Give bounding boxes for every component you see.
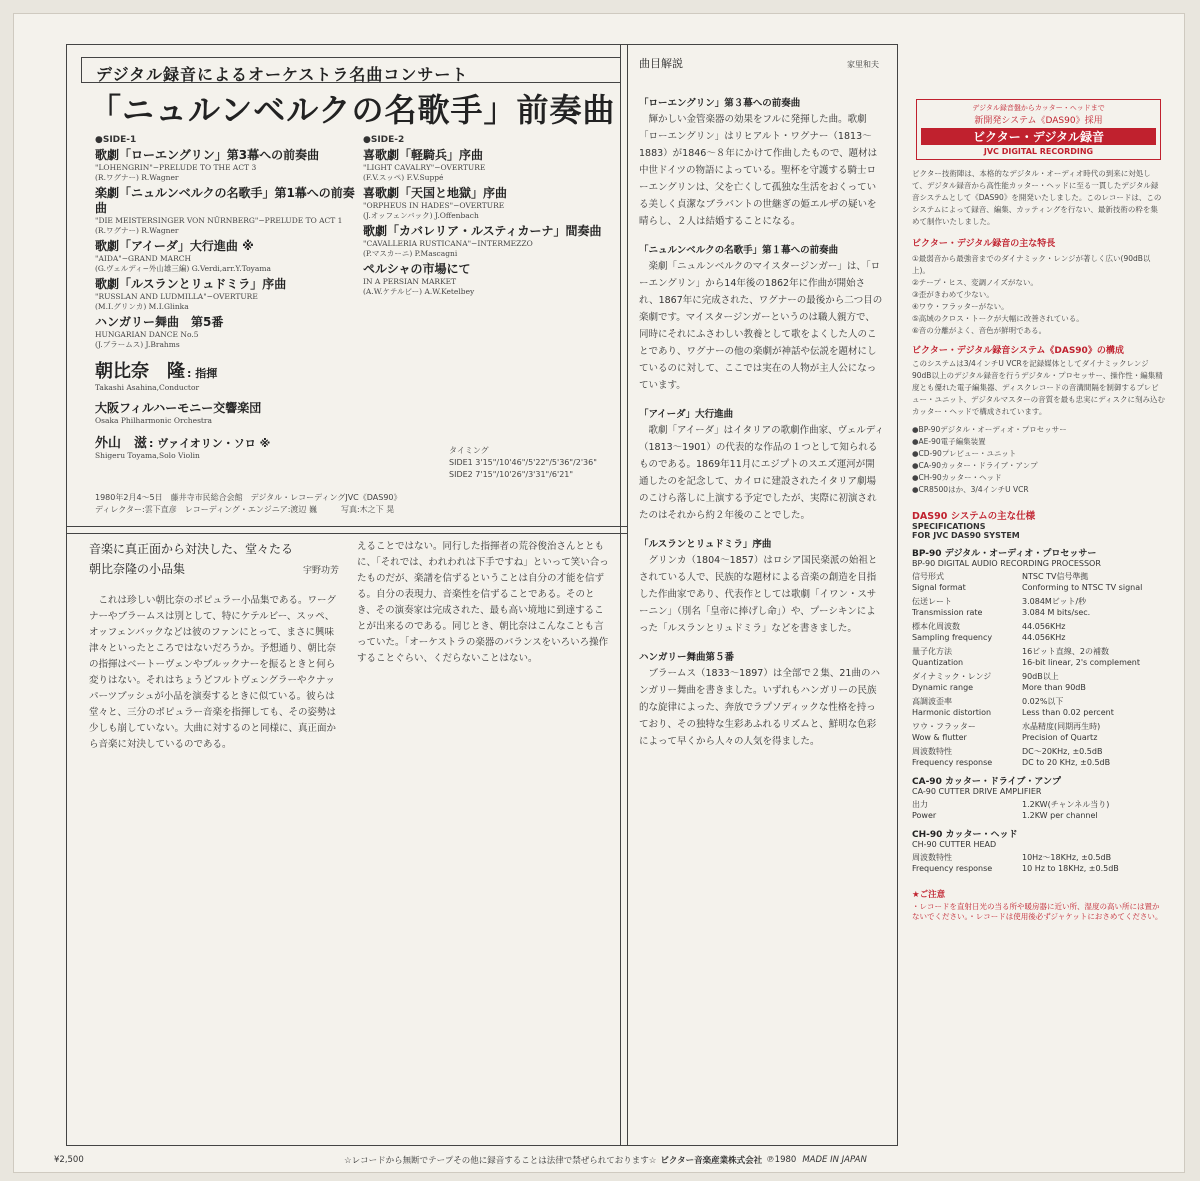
spec-row bbox=[912, 596, 1165, 607]
track-composer: (M.I.グリンカ) M.I.Glinka bbox=[95, 302, 189, 311]
performer-en: Osaka Philharmonic Orchestra bbox=[95, 416, 212, 425]
notes-heading: 「ローエングリン」第３幕への前奏曲 bbox=[639, 98, 801, 109]
side1-list bbox=[95, 135, 360, 352]
ca90-en: CA-90 CUTTER DRIVE AMPLIFIER bbox=[912, 787, 1042, 796]
tracklist-panel bbox=[66, 44, 628, 534]
features-title: ビクター・デジタル録音の主な特長 bbox=[912, 239, 1056, 249]
essay-title-2: 朝比奈隆の小品集 bbox=[89, 562, 186, 576]
notes-body: 楽劇「ニュルンベルクのマイスタージンガー」は、「ローエングリン」から14年後の1862年に作曲が開始され、1867年に完成された、ワグナーの最後から二つ目の楽劇です。マイスタージンガーというのは職人親方で、同時にそれにふさわしい教養として歌をよくした人のことであり、ワグナーの他の楽劇が神話や伝説を題材にしているのに対して、ここでは実在の人物が主人公になっています。 bbox=[639, 261, 883, 391]
track-composer: (J.ブラームス) J.Brahms bbox=[95, 340, 180, 349]
spec-row-en bbox=[912, 863, 1165, 874]
notes-body: グリンカ（1804〜1857）はロシア国民楽派の始祖とされている人で、民族的な題材による音楽の創造を目指した作曲家であり、代表作としては歌劇「イワン・スサーニン」（別名「皇帝に捧げし命」）や、プーシキンによった「ルスランとリュドミラ」などを書きました。 bbox=[639, 555, 878, 634]
spec-row bbox=[912, 696, 1165, 707]
banner-en: JVC DIGITAL RECORDING bbox=[983, 147, 1094, 156]
spec-value: NTSC TV信号準拠 bbox=[1022, 572, 1089, 581]
notes-body: 輝かしい金管楽器の効果をフルに発揮した曲。歌劇「ローエングリン」はリヒアルト・ワグナー（1813〜1883）が1846〜８年にかけて作曲したもので、題材は中世ドイツの物語によっている。聖杯を守護する騎士ローエングリンは、父を亡くして孤独な生活をおくっている美しく貞潔なブラバントの世継ぎの姫エルザの疑いを晴らし、２人は結婚することになる。 bbox=[639, 114, 878, 227]
track-title-en: "CAVALLERIA RUSTICANA"−INTERMEZZO bbox=[363, 239, 533, 248]
spec-value-en: 1.2KW per channel bbox=[1022, 811, 1098, 820]
performer bbox=[95, 432, 395, 461]
track-title-jp: 喜歌劇「軽騎兵」序曲 bbox=[363, 148, 484, 162]
notes-title: 曲目解説 bbox=[639, 57, 683, 70]
feature-item: ①最弱音から最強音までのダイナミック・レンジが著しく広い(90dB以上)。 bbox=[912, 254, 1151, 275]
bp90-en: BP-90 DIGITAL AUDIO RECORDING PROCESSOR bbox=[912, 559, 1101, 568]
spec-key: 周波数特性 bbox=[912, 853, 952, 862]
bp90-title: BP-90 デジタル・オーディオ・プロセッサー bbox=[912, 549, 1097, 559]
spec-value: DC〜20KHz, ±0.5dB bbox=[1022, 747, 1103, 756]
spec-value: 水晶精度(同期再生時) bbox=[1022, 722, 1101, 731]
essay-author: 宇野功芳 bbox=[302, 566, 339, 576]
component-item: ●CD-90プレビュー・ユニット bbox=[912, 449, 1017, 458]
performer-line bbox=[95, 432, 395, 451]
track-item bbox=[363, 186, 623, 221]
timing-side1: SIDE1 3'15"/10'46"/5'22"/5'36"/2'36" bbox=[449, 458, 597, 467]
notes-heading: ハンガリー舞曲第５番 bbox=[639, 652, 735, 663]
spec-key-en: Signal format bbox=[912, 583, 966, 592]
spec-key: 標本化周波数 bbox=[912, 622, 960, 631]
track-title-en: "ORPHEUS IN HADES"−OVERTURE bbox=[363, 201, 505, 210]
track-title-jp: 楽劇「ニュルンベルクの名歌手」第1幕への前奏曲 bbox=[95, 186, 355, 215]
spec-value-en: DC to 20 KHz, ±0.5dB bbox=[1022, 758, 1111, 767]
track-composer: (R.ワグナー) R.Wagner bbox=[95, 226, 179, 235]
component-item: ●CR8500はか、3/4インチU VCR bbox=[912, 485, 1029, 494]
banner-line1: デジタル録音盤からカッター・ヘッドまで bbox=[972, 104, 1105, 112]
spec-value-en: 16-bit linear, 2's complement bbox=[1022, 658, 1140, 667]
component-item: ●AE-90電子編集装置 bbox=[912, 437, 986, 446]
banner-line2: 新開発システム《DAS90》採用 bbox=[974, 116, 1103, 126]
track-title-jp: 歌劇「ローエングリン」第3幕への前奏曲 bbox=[95, 148, 320, 162]
track-item bbox=[95, 239, 360, 274]
performer bbox=[95, 399, 395, 426]
track-title-jp: 歌劇「カバレリア・ルスティカーナ」間奏曲 bbox=[363, 224, 602, 238]
system-body: このシステムは3/4インチU VCRを記録媒体としてダイナミックレンジ90dB以上のデジタル録音を行うデジタル・プロセッサー、操作性・編集精度とも優れた電子編集器、ディスクレコードの音溝間隔を制御するプレビュー・ユニット、デジタルマスターの音質を最も忠実にディスクに刻み込むカッター・ヘッドで構成されています。 bbox=[912, 359, 1165, 416]
spec-row bbox=[912, 746, 1165, 757]
ca90-title: CA-90 カッター・ドライブ・アンプ bbox=[912, 777, 1061, 787]
spec-value-en: Conforming to NTSC TV signal bbox=[1022, 583, 1143, 592]
timing-label: タイミング bbox=[449, 446, 489, 455]
spec-key-en: Frequency response bbox=[912, 864, 993, 873]
component-item: ●CH-90カッター・ヘッド bbox=[912, 473, 1002, 482]
recording-info-line1: 1980年2月4〜5日 藤井寺市民総合会館 デジタル・レコーディングJVC《DAS90》 bbox=[95, 493, 402, 502]
caution-text: ・レコードを直射日光の当る所や暖房器に近い所、湿度の高い所には置かないでください。・レコードは使用後必ずジャケットにおさめてください。 bbox=[912, 902, 1163, 921]
spec-row-en bbox=[912, 757, 1165, 768]
spec-key: ダイナミック・レンジ bbox=[912, 672, 992, 681]
side1-label: ●SIDE-1 bbox=[95, 135, 137, 145]
spec-row-en bbox=[912, 657, 1165, 668]
performer-line bbox=[95, 357, 395, 383]
track-title-en: "LOHENGRIN"−PRELUDE TO THE ACT 3 bbox=[95, 163, 257, 172]
spec-value: 0.02%以下 bbox=[1022, 697, 1064, 706]
spec-row bbox=[912, 621, 1165, 632]
feature-item: ②テープ・ヒス、変調ノイズがない。 bbox=[912, 278, 1038, 287]
component-item: ●BP-90デジタル・オーディオ・プロセッサー bbox=[912, 425, 1067, 434]
series-title-box bbox=[81, 57, 621, 83]
track-title-jp: 歌劇「アイーダ」大行進曲 ※ bbox=[95, 239, 254, 253]
spec-key-en: Frequency response bbox=[912, 758, 993, 767]
notes-heading: 「アイーダ」大行進曲 bbox=[639, 409, 734, 420]
performer-en: Shigeru Toyama,Solo Violin bbox=[95, 451, 200, 460]
copyright-notice: ☆レコードから無断でテープその他に録音することは法律で禁ぜられております☆ bbox=[344, 1156, 657, 1166]
spec-key: 量子化方法 bbox=[912, 647, 952, 656]
track-title-en: "DIE MEISTERSINGER VON NÜRNBERG"−PRELUDE TO ACT 1 bbox=[95, 216, 343, 225]
component-item: ●CA-90カッター・ドライブ・アンプ bbox=[912, 461, 1038, 470]
notes-panel bbox=[620, 44, 898, 1146]
spec-title-en2: FOR JVC DAS90 SYSTEM bbox=[912, 531, 1020, 540]
spec-row-en bbox=[912, 682, 1165, 693]
spec-row-en bbox=[912, 707, 1165, 718]
track-item bbox=[363, 262, 623, 297]
spec-value-en: 10 Hz to 18KHz, ±0.5dB bbox=[1022, 864, 1119, 873]
spec-title-en1: SPECIFICATIONS bbox=[912, 522, 986, 531]
spec-value: 16ビット直線、2の補数 bbox=[1022, 647, 1109, 656]
footer bbox=[54, 1154, 1164, 1166]
track-item bbox=[95, 186, 360, 236]
digital-banner bbox=[916, 99, 1161, 160]
performer-name: 外山 滋 bbox=[95, 436, 148, 451]
spec-value: 90dB以上 bbox=[1022, 672, 1059, 681]
company: ビクター音楽産業株式会社 bbox=[660, 1156, 763, 1166]
spec-value-en: 44.056KHz bbox=[1022, 633, 1066, 642]
spec-value: 1.2KW(チャンネル当り) bbox=[1022, 800, 1110, 809]
essay-col1: これは珍しい朝比奈のポピュラー小品集である。ワーグナーやブラームスは別として、特にケテルビー、スッペ、オッフェンバックなどは彼のファンにとって、まさに興味津々といったところではないだろうか。予想通り、朝比奈の指揮はベートーヴェンやブルックナーを振るときと何ら変りはない。それはちょうどフルトヴェングラーやクナッパーツブッシュが小品を演奏するときに似ている。彼らは堂々と、三分のポピュラー音楽を指揮しても、その姿勢は少しも崩していない。大曲に対するのと同様に、真正面から音楽に対決しているのである。 bbox=[89, 595, 337, 750]
notes-body: ブラームス（1833〜1897）は全部で２集、21曲のハンガリー舞曲を書きました。いずれもハンガリーの民族的な旋律によった、奔放でラプソディックな性格を持っており、その独特な生彩あふれるリズムと、鮮明な色彩によって早くから人々の人気を得ました。 bbox=[639, 668, 880, 747]
spec-key: ワウ・フラッター bbox=[912, 722, 976, 731]
record-jacket bbox=[14, 14, 1184, 1172]
spec-value: 44.056KHz bbox=[1022, 622, 1066, 631]
track-title-jp: 喜歌劇「天国と地獄」序曲 bbox=[363, 186, 508, 200]
performer-en: Takashi Asahina,Conductor bbox=[95, 383, 200, 392]
spec-row bbox=[912, 721, 1165, 732]
spec-key-en: Quantization bbox=[912, 658, 964, 667]
track-title-en: HUNGARIAN DANCE No.5 bbox=[95, 330, 199, 339]
essay-title-1: 音楽に真正面から対決した、堂々たる bbox=[89, 542, 294, 556]
spec-value: 10Hz〜18KHz, ±0.5dB bbox=[1022, 853, 1112, 862]
track-composer: (J.オッフェンバック) J.Offenbach bbox=[363, 211, 479, 220]
notes-body: 歌劇「アイーダ」はイタリアの歌劇作曲家、ヴェルディ（1813〜1901）の代表的な作品の１つとして知られるものである。1869年11月にエジプトのスエズ運河が開通したのを記念して、カイロに建設されたイタリア劇場のこけら落しに上演する予定でしたが、実際に初演されたのはそれから約２年後のことでした。 bbox=[639, 425, 885, 521]
track-title-en: "LIGHT CAVALRY"−OVERTURE bbox=[363, 163, 486, 172]
track-title-jp: ペルシャの市場にて bbox=[363, 262, 471, 276]
spec-row-en bbox=[912, 732, 1165, 743]
track-composer: (R.ワグナー) R.Wagner bbox=[95, 173, 179, 182]
track-title-jp: ハンガリー舞曲 第5番 bbox=[95, 315, 224, 329]
performer-role: : ヴァイオリン・ソロ ※ bbox=[149, 437, 271, 450]
spec-key-en: Harmonic distortion bbox=[912, 708, 992, 717]
track-item bbox=[363, 148, 623, 183]
feature-item: ③歪がきわめて少ない。 bbox=[912, 290, 994, 299]
spec-row-en bbox=[912, 810, 1165, 821]
right-panel bbox=[906, 99, 1171, 1149]
side2-label: ●SIDE-2 bbox=[363, 135, 405, 145]
spec-value-en: 3.084 M bits/sec. bbox=[1022, 608, 1091, 617]
track-composer: (G.ヴェルディ−外山雄三編) G.Verdi,arr.Y.Toyama bbox=[95, 264, 271, 273]
performers bbox=[95, 357, 395, 467]
made-in: MADE IN JAPAN bbox=[802, 1155, 867, 1165]
spec-key-en: Power bbox=[912, 811, 937, 820]
spec-key-en: Sampling frequency bbox=[912, 633, 993, 642]
timing-side2: SIDE2 7'15"/10'26"/3'31"/6'21" bbox=[449, 470, 574, 479]
caution-title: ★ご注意 bbox=[912, 890, 946, 900]
performer bbox=[95, 357, 395, 393]
spec-row-en bbox=[912, 582, 1165, 593]
spec-value: 3.084Mビット/秒 bbox=[1022, 597, 1087, 606]
spec-key-en: Dynamic range bbox=[912, 683, 974, 692]
track-title-en: "AIDA"−GRAND MARCH bbox=[95, 254, 192, 263]
recording-info-line2: ディレクター:雲下直彦 レコーディング・エンジニア:渡辺 巍 写真:木之下 晃 bbox=[95, 505, 395, 514]
banner-title: ビクター・デジタル録音 bbox=[921, 128, 1156, 145]
track-title-en: IN A PERSIAN MARKET bbox=[363, 277, 457, 286]
ch90-en: CH-90 CUTTER HEAD bbox=[912, 840, 997, 849]
feature-item: ④ワウ・フラッターがない。 bbox=[912, 302, 1009, 311]
spec-row bbox=[912, 852, 1165, 863]
series-title: デジタル録音によるオーケストラ名曲コンサート bbox=[96, 65, 469, 84]
essay-panel bbox=[66, 526, 628, 1146]
spec-row-en bbox=[912, 632, 1165, 643]
spec-value-en: Precision of Quartz bbox=[1022, 733, 1098, 742]
track-item bbox=[363, 224, 623, 259]
spec-value-en: More than 90dB bbox=[1022, 683, 1086, 692]
ch90-title: CH-90 カッター・ヘッド bbox=[912, 830, 1018, 840]
notes-heading: 「ニュルンベルクの名歌手」第１幕への前奏曲 bbox=[639, 245, 839, 256]
track-title-en: "RUSSLAN AND LUDMILLA"−OVERTURE bbox=[95, 292, 258, 301]
side2-list bbox=[363, 135, 623, 299]
performer-name: 朝比奈 隆 bbox=[95, 361, 185, 382]
feature-item: ⑥音の分離がよく、音色が鮮明である。 bbox=[912, 326, 1047, 335]
spec-key: 高調波歪率 bbox=[912, 697, 952, 706]
spec-key-en: Wow & flutter bbox=[912, 733, 967, 742]
notes-heading: 「ルスランとリュドミラ」序曲 bbox=[639, 539, 772, 550]
spec-row bbox=[912, 646, 1165, 657]
price: ¥2,500 bbox=[54, 1155, 84, 1165]
track-composer: (P.マスカーニ) P.Mascagni bbox=[363, 249, 458, 258]
spec-key: 信号形式 bbox=[912, 572, 944, 581]
spec-row bbox=[912, 571, 1165, 582]
copyright-year: ℗1980 bbox=[766, 1155, 797, 1165]
track-composer: (F.V.スッペ) F.V.Suppé bbox=[363, 173, 444, 182]
spec-row bbox=[912, 799, 1165, 810]
spec-title: DAS90 システムの主な仕様 bbox=[912, 511, 1036, 522]
spec-key-en: Transmission rate bbox=[912, 608, 983, 617]
intro-text: ビクター技術陣は、本格的なデジタル・オーディオ時代の到来に対処して、デジタル録音から高性能カッター・ヘッドに至る一貫したデジタル録音システムとして《DAS90》を開発いたしました。このレコードは、このシステムによって録音、編集、カッティングを行ない、最新技術の粋を集めて制作いたしました。 bbox=[912, 169, 1162, 226]
performer-role: : 指揮 bbox=[187, 367, 218, 380]
spec-row bbox=[912, 671, 1165, 682]
notes-author: 家里和夫 bbox=[847, 60, 879, 69]
spec-row-en bbox=[912, 607, 1165, 618]
performer-name: 大阪フィルハーモニー交響楽団 bbox=[95, 401, 262, 415]
spec-key: 出力 bbox=[912, 800, 928, 809]
recording-info bbox=[95, 492, 615, 516]
track-composer: (A.W.ケテルビー) A.W.Ketelbey bbox=[363, 287, 475, 296]
timing-block bbox=[449, 445, 624, 481]
track-item bbox=[95, 315, 360, 350]
track-item bbox=[95, 148, 360, 183]
performer-line bbox=[95, 399, 395, 416]
spec-key: 伝送レート bbox=[912, 597, 952, 606]
system-title: ビクター・デジタル録音システム《DAS90》の構成 bbox=[912, 346, 1124, 356]
essay-col2: えることではない。同行した指揮者の荒谷俊治さんとともに、「それでは、われわれは下手ですね」といって笑い合ったものだが、楽譜を信ずるということは自分の才能を信ずる。自分の表現力、音楽性を信ずることである。そのとき、その演奏家は完成された、最も高い境地に到達することが出来るのである。同じとき、朝比奈はこんなことも言っていた。「オーケストラの楽器のバランスをいろいろ操作することぐらい、くだらないことはない。 bbox=[357, 541, 609, 664]
album-title: 「ニュルンベルクの名歌手」前奏曲 bbox=[89, 91, 616, 129]
spec-value-en: Less than 0.02 percent bbox=[1022, 708, 1114, 717]
track-item bbox=[95, 277, 360, 312]
track-title-jp: 歌劇「ルスランとリュドミラ」序曲 bbox=[95, 277, 287, 291]
feature-item: ⑤高域のクロス・トークが大幅に改善されている。 bbox=[912, 314, 1084, 323]
spec-key: 周波数特性 bbox=[912, 747, 952, 756]
